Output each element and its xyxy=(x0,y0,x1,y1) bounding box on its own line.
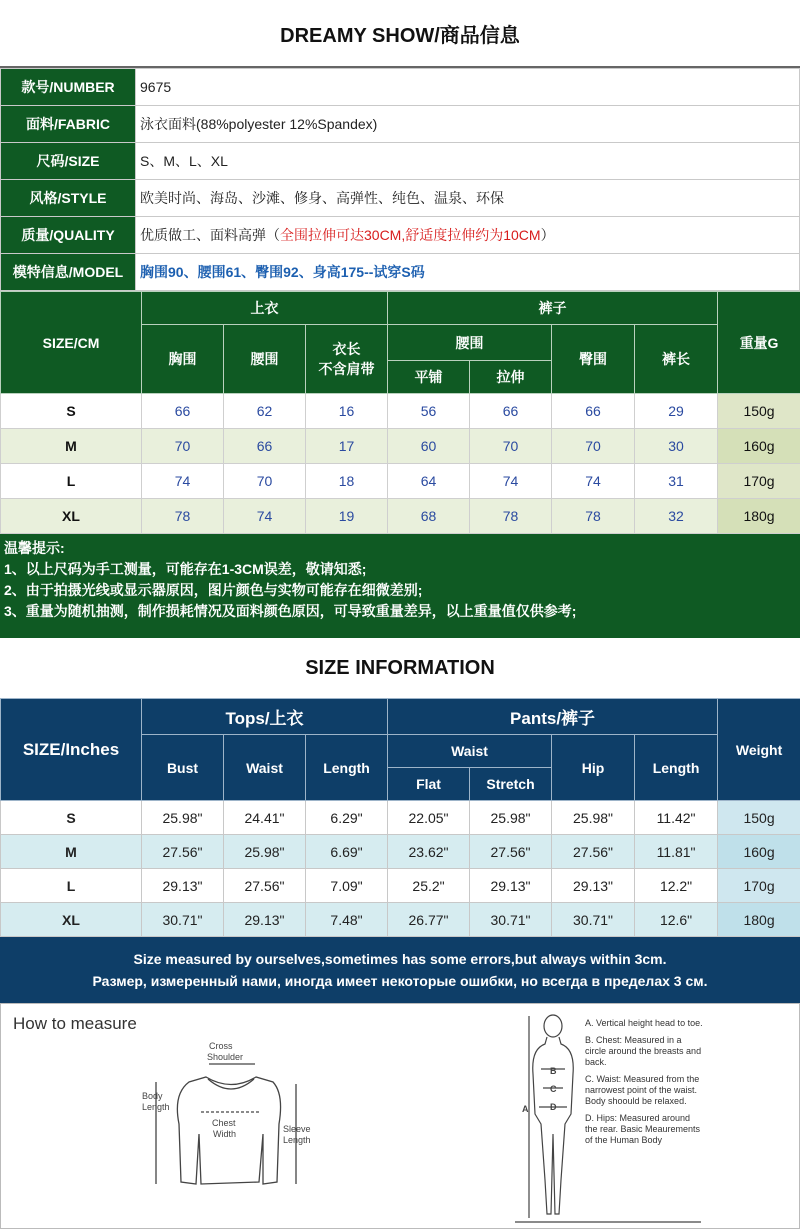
legend-d: D. Hips: Measured around the rear. Basic Meaurements of the Human Body xyxy=(585,1113,701,1145)
info-row xyxy=(1,69,800,106)
cell: 12.6" xyxy=(635,903,718,937)
cell: 30.71" xyxy=(552,903,635,937)
stretch-header: 拉伸 xyxy=(470,361,552,394)
table-row xyxy=(1,429,800,464)
weight-cell: 160g xyxy=(718,429,800,464)
length-line-1: 衣长 xyxy=(332,341,361,357)
table-row xyxy=(1,499,800,534)
size-cell: S xyxy=(1,801,142,835)
page-title-cn: DREAMY SHOW/商品信息 xyxy=(280,24,520,47)
disclaimer-en: Size measured by ourselves,sometimes has some errors,but always within 3cm. xyxy=(133,951,667,967)
cell: 11.81" xyxy=(635,835,718,869)
cell: 66 xyxy=(470,394,552,429)
stretch-note: 全围拉伸可达30CM,舒适度拉伸约为10CM xyxy=(280,227,541,243)
weight-header: Weight xyxy=(718,699,800,801)
disclaimer-panel xyxy=(0,937,800,1003)
cell: 30.71" xyxy=(470,903,552,937)
size-cell: XL xyxy=(1,499,142,534)
cell: 29.13" xyxy=(470,869,552,903)
cell: 11.42" xyxy=(635,801,718,835)
info-row xyxy=(1,106,800,143)
table-row xyxy=(1,394,800,429)
info-value: 9675 xyxy=(136,69,800,106)
cell: 27.56" xyxy=(224,869,306,903)
waist-header: Waist xyxy=(224,735,306,801)
measure-legend xyxy=(585,1018,705,1152)
tops-header: Tops/上衣 xyxy=(142,699,388,735)
quality-text: 优质做工、面料高弹（ xyxy=(140,227,280,243)
table-row xyxy=(1,903,800,937)
cell: 7.48" xyxy=(306,903,388,937)
note-line: 3、重量为随机抽测，制作损耗情况及面料颜色原因，可导致重量差异，以上重量值仅供参考; xyxy=(4,603,577,619)
pants-header: 裤子 xyxy=(388,292,718,325)
cell: 74 xyxy=(552,464,635,499)
pants-length-header: Length xyxy=(635,735,718,801)
cell: 12.2" xyxy=(635,869,718,903)
cell: 70 xyxy=(470,429,552,464)
cell: 25.98" xyxy=(142,801,224,835)
info-value: 泳衣面料(88%polyester 12%Spandex) xyxy=(136,106,800,143)
waist-header: 腰围 xyxy=(224,325,306,394)
cell: 29.13" xyxy=(142,869,224,903)
info-row xyxy=(1,180,800,217)
cell: 62 xyxy=(224,394,306,429)
length-header: Length xyxy=(306,735,388,801)
weight-cell: 180g xyxy=(718,499,800,534)
cell: 29.13" xyxy=(552,869,635,903)
cell: 66 xyxy=(552,394,635,429)
page-title-en: SIZE INFORMATION xyxy=(305,656,495,679)
flat-header: 平铺 xyxy=(388,361,470,394)
shirt-label-body: Body xyxy=(142,1091,163,1101)
note-line: 温馨提示: xyxy=(4,540,65,556)
flat-header: Flat xyxy=(388,768,470,801)
cell: 17 xyxy=(306,429,388,464)
cell: 25.2" xyxy=(388,869,470,903)
cell: 31 xyxy=(635,464,718,499)
how-to-measure-heading: How to measure xyxy=(13,1014,137,1033)
cell: 66 xyxy=(224,429,306,464)
bust-header: 胸围 xyxy=(142,325,224,394)
cell: 29.13" xyxy=(224,903,306,937)
cell: 26.77" xyxy=(388,903,470,937)
size-cell: XL xyxy=(1,903,142,937)
cell: 16 xyxy=(306,394,388,429)
info-value xyxy=(136,217,800,254)
cell: 78 xyxy=(470,499,552,534)
size-table-inches xyxy=(0,698,800,937)
size-cell: M xyxy=(1,429,142,464)
bust-header: Bust xyxy=(142,735,224,801)
cell: 30 xyxy=(635,429,718,464)
cell: 70 xyxy=(224,464,306,499)
cell: 6.29" xyxy=(306,801,388,835)
size-header: SIZE/CM xyxy=(1,292,142,394)
hip-header: 臀围 xyxy=(552,325,635,394)
note-line: 2、由于拍摄光线或显示器原因，图片颜色与实物可能存在细微差别; xyxy=(4,582,423,598)
cell: 18 xyxy=(306,464,388,499)
shirt-label-sleeve-length: Length xyxy=(283,1135,311,1145)
product-info-table xyxy=(0,68,800,291)
weight-cell: 170g xyxy=(718,869,800,903)
cell: 25.98" xyxy=(470,801,552,835)
top-header: 上衣 xyxy=(142,292,388,325)
cell: 66 xyxy=(142,394,224,429)
weight-cell: 160g xyxy=(718,835,800,869)
table-row xyxy=(1,801,800,835)
how-to-measure-panel xyxy=(0,1003,800,1229)
info-value: 欧美时尚、海岛、沙滩、修身、高弹性、纯色、温泉、环保 xyxy=(136,180,800,217)
size-cell: M xyxy=(1,835,142,869)
table-row xyxy=(1,835,800,869)
table-row xyxy=(1,869,800,903)
size-cell: S xyxy=(1,394,142,429)
cell: 70 xyxy=(142,429,224,464)
cell: 24.41" xyxy=(224,801,306,835)
pants-waist-header: 腰围 xyxy=(388,325,552,361)
info-label: 尺码/SIZE xyxy=(1,143,136,180)
shirt-label-sleeve: Sleeve xyxy=(283,1124,311,1134)
cell: 7.09" xyxy=(306,869,388,903)
weight-cell: 170g xyxy=(718,464,800,499)
legend-c: C. Waist: Measured from the narrowest point of the waist. Body shoould be relaxed. xyxy=(585,1074,700,1106)
weight-cell: 180g xyxy=(718,903,800,937)
legend-b: B. Chest: Measured in a circle around the breasts and back. xyxy=(585,1035,702,1067)
shirt-label-body-length: Length xyxy=(142,1102,170,1112)
cell: 56 xyxy=(388,394,470,429)
cell: 23.62" xyxy=(388,835,470,869)
cell: 25.98" xyxy=(224,835,306,869)
model-info-value: 胸围90、腰围61、臀围92、身高175--试穿S码 xyxy=(136,254,800,291)
disclaimer-ru: Размер, измеренный нами, иногда имеет некоторые ошибки, но всегда в пределах 3 см. xyxy=(92,973,708,989)
cell: 30.71" xyxy=(142,903,224,937)
weight-header: 重量G xyxy=(718,292,800,394)
cell: 74 xyxy=(224,499,306,534)
info-value: S、M、L、XL xyxy=(136,143,800,180)
hip-header: Hip xyxy=(552,735,635,801)
length-line-2: 不含肩带 xyxy=(318,361,375,377)
body-letter-a: A xyxy=(522,1104,529,1114)
info-row xyxy=(1,217,800,254)
cell: 27.56" xyxy=(552,835,635,869)
body-letter-b: B xyxy=(550,1066,557,1076)
stretch-header: Stretch xyxy=(470,768,552,801)
cell: 78 xyxy=(142,499,224,534)
cell: 27.56" xyxy=(470,835,552,869)
cell: 74 xyxy=(142,464,224,499)
pants-waist-header: Waist xyxy=(388,735,552,768)
weight-cell: 150g xyxy=(718,801,800,835)
notes-panel xyxy=(0,534,800,638)
cell: 22.05" xyxy=(388,801,470,835)
pants-length-header: 裤长 xyxy=(635,325,718,394)
cell: 29 xyxy=(635,394,718,429)
length-header xyxy=(306,325,388,394)
legend-a: A. Vertical height head to toe. xyxy=(585,1018,703,1028)
cell: 60 xyxy=(388,429,470,464)
cell: 27.56" xyxy=(142,835,224,869)
info-label: 款号/NUMBER xyxy=(1,69,136,106)
table-row xyxy=(1,464,800,499)
cell: 68 xyxy=(388,499,470,534)
info-label: 模特信息/MODEL xyxy=(1,254,136,291)
cell: 25.98" xyxy=(552,801,635,835)
size-cell: L xyxy=(1,869,142,903)
cell: 64 xyxy=(388,464,470,499)
cell: 19 xyxy=(306,499,388,534)
shirt-label-chest: Chest xyxy=(212,1118,236,1128)
size-header: SIZE/Inches xyxy=(1,699,142,801)
info-label: 面料/FABRIC xyxy=(1,106,136,143)
pants-header: Pants/裤子 xyxy=(388,699,718,735)
cell: 74 xyxy=(470,464,552,499)
shirt-label-cross: Cross xyxy=(209,1041,233,1051)
weight-cell: 150g xyxy=(718,394,800,429)
size-table-cm xyxy=(0,291,800,534)
shirt-label-width: Width xyxy=(213,1129,237,1139)
quality-tail: ） xyxy=(540,227,555,243)
note-line: 1、以上尺码为手工测量，可能存在1-3CM误差，敬请知悉; xyxy=(4,561,367,577)
info-label: 风格/STYLE xyxy=(1,180,136,217)
info-row xyxy=(1,143,800,180)
shirt-label-shoulder: Shoulder xyxy=(207,1052,244,1062)
info-row xyxy=(1,254,800,291)
body-letter-d: D xyxy=(550,1102,557,1112)
cell: 70 xyxy=(552,429,635,464)
size-cell: L xyxy=(1,464,142,499)
cell: 32 xyxy=(635,499,718,534)
cell: 78 xyxy=(552,499,635,534)
info-label: 质量/QUALITY xyxy=(1,217,136,254)
body-letter-c: C xyxy=(550,1084,557,1094)
cell: 6.69" xyxy=(306,835,388,869)
